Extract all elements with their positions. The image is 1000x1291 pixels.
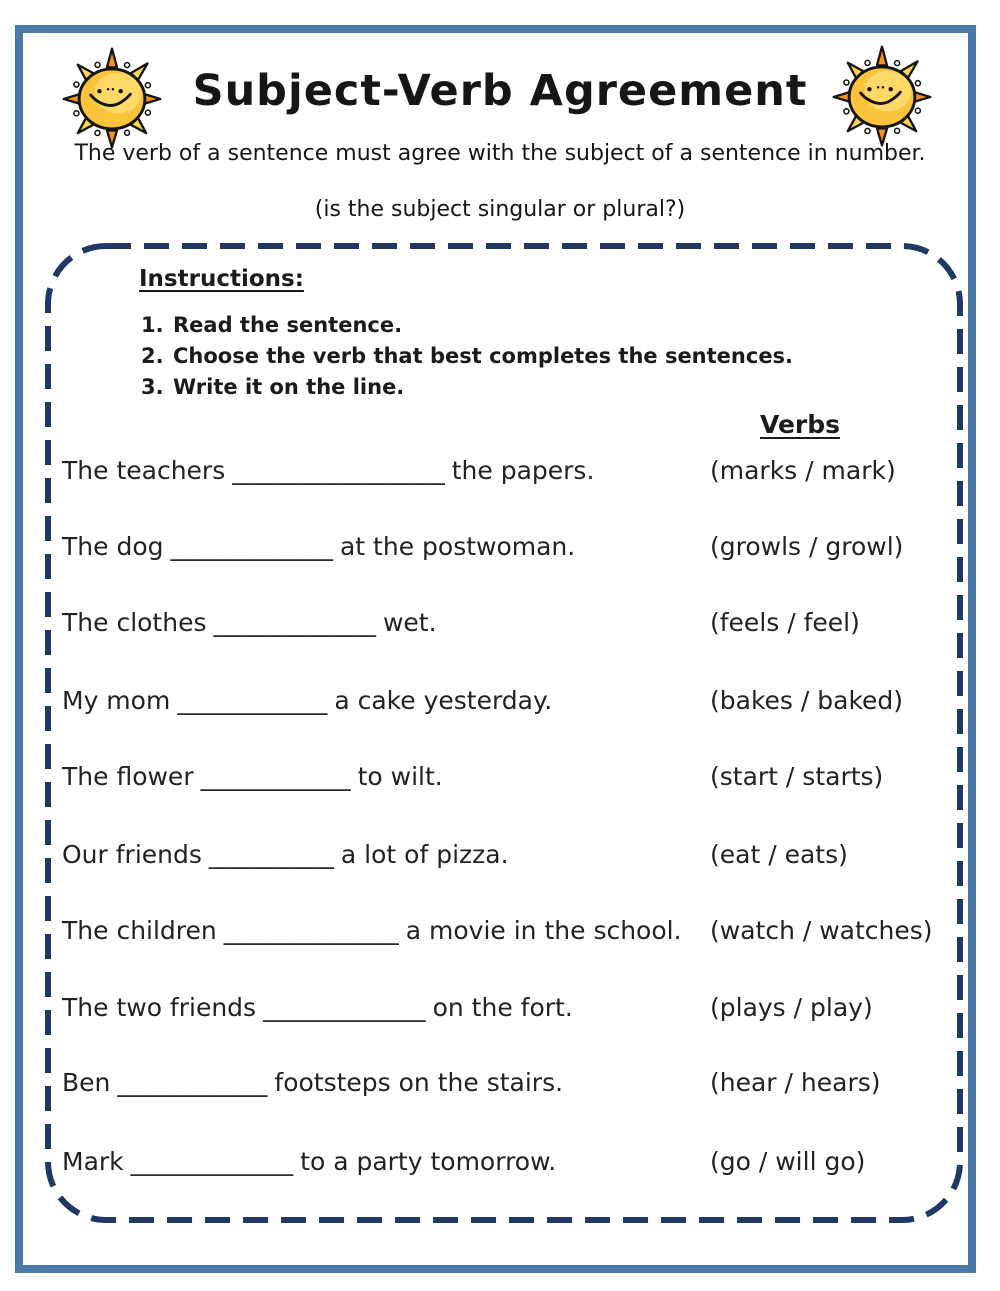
answer-blank[interactable]: ____________: [200, 762, 351, 791]
verb-options: (hear / hears): [710, 1068, 881, 1097]
answer-blank[interactable]: _____________: [213, 608, 376, 637]
sentence: [62, 608, 437, 638]
verb-options: (feels / feel): [710, 608, 860, 637]
sentence-post: to wilt.: [357, 762, 443, 791]
answer-blank[interactable]: ____________: [177, 686, 328, 715]
sentence-pre: The clothes: [62, 608, 207, 637]
verb-options: (go / will go): [710, 1147, 866, 1176]
sun-icon: [54, 38, 170, 156]
sentence-post: on the fort.: [432, 993, 573, 1022]
verbs-column-header: Verbs: [759, 410, 841, 439]
sentence: [62, 993, 573, 1023]
verb-options: (growls / growl): [710, 532, 904, 561]
sentence: [62, 686, 552, 716]
sentence: [62, 840, 509, 870]
answer-blank[interactable]: ____________: [117, 1068, 268, 1097]
verb-options: (watch / watches): [710, 916, 933, 945]
sentence-pre: The flower: [62, 762, 194, 791]
page-title: Subject-Verb Agreement: [192, 66, 808, 116]
sentence-pre: Mark: [62, 1147, 124, 1176]
step-number: 2.: [141, 344, 164, 368]
answer-blank[interactable]: _____________: [130, 1147, 294, 1176]
instructions-list: [141, 310, 793, 403]
verb-options: (eat / eats): [710, 840, 848, 869]
sentence: [62, 1068, 563, 1098]
verb-options: (plays / play): [710, 993, 873, 1022]
hint-text: (is the subject singular or plural?): [314, 197, 686, 222]
sentence-pre: The two friends: [62, 993, 257, 1022]
answer-blank[interactable]: ______________: [223, 916, 399, 945]
step-text: Write it on the line.: [173, 375, 405, 399]
sentence: [62, 456, 594, 486]
sentence-pre: The teachers: [62, 456, 226, 485]
sentence-post: the papers.: [451, 456, 595, 485]
answer-blank[interactable]: _____________: [170, 532, 333, 561]
step-text: Read the sentence.: [173, 313, 403, 337]
answer-blank[interactable]: _________________: [232, 456, 445, 485]
sentence-post: a cake yesterday.: [334, 686, 553, 715]
step-number: 3.: [141, 375, 164, 399]
step-number: 1.: [141, 313, 164, 337]
sentence: [62, 916, 682, 946]
sentence-pre: Our friends: [62, 840, 202, 869]
verb-options: (bakes / baked): [710, 686, 904, 715]
instructions-heading: Instructions:: [139, 266, 304, 292]
sentence-pre: The children: [62, 916, 217, 945]
instruction-step: [141, 310, 793, 341]
verb-options: (start / starts): [710, 762, 884, 791]
instruction-step: [141, 341, 793, 372]
answer-blank[interactable]: _____________: [263, 993, 426, 1022]
sentence-post: footsteps on the stairs.: [274, 1068, 564, 1097]
sentence-post: wet.: [382, 608, 437, 637]
sentence-post: a lot of pizza.: [340, 840, 509, 869]
sentence-pre: My mom: [62, 686, 171, 715]
sentence-pre: The dog: [62, 532, 164, 561]
step-text: Choose the verb that best completes the sentences.: [173, 344, 794, 368]
sentence: [62, 532, 575, 562]
sun-icon: [824, 36, 940, 154]
verb-options: (marks / mark): [710, 456, 896, 485]
answer-blank[interactable]: __________: [208, 840, 334, 869]
sentence-post: a movie in the school.: [405, 916, 682, 945]
sentence: [62, 762, 443, 792]
instruction-step: [141, 372, 793, 403]
sentence: [62, 1147, 556, 1177]
sentence-post: to a party tomorrow.: [300, 1147, 557, 1176]
sentence-post: at the postwoman.: [339, 532, 576, 561]
subtitle: The verb of a sentence must agree with the subject of a sentence in number.: [74, 141, 926, 166]
sentence-pre: Ben: [62, 1068, 111, 1097]
